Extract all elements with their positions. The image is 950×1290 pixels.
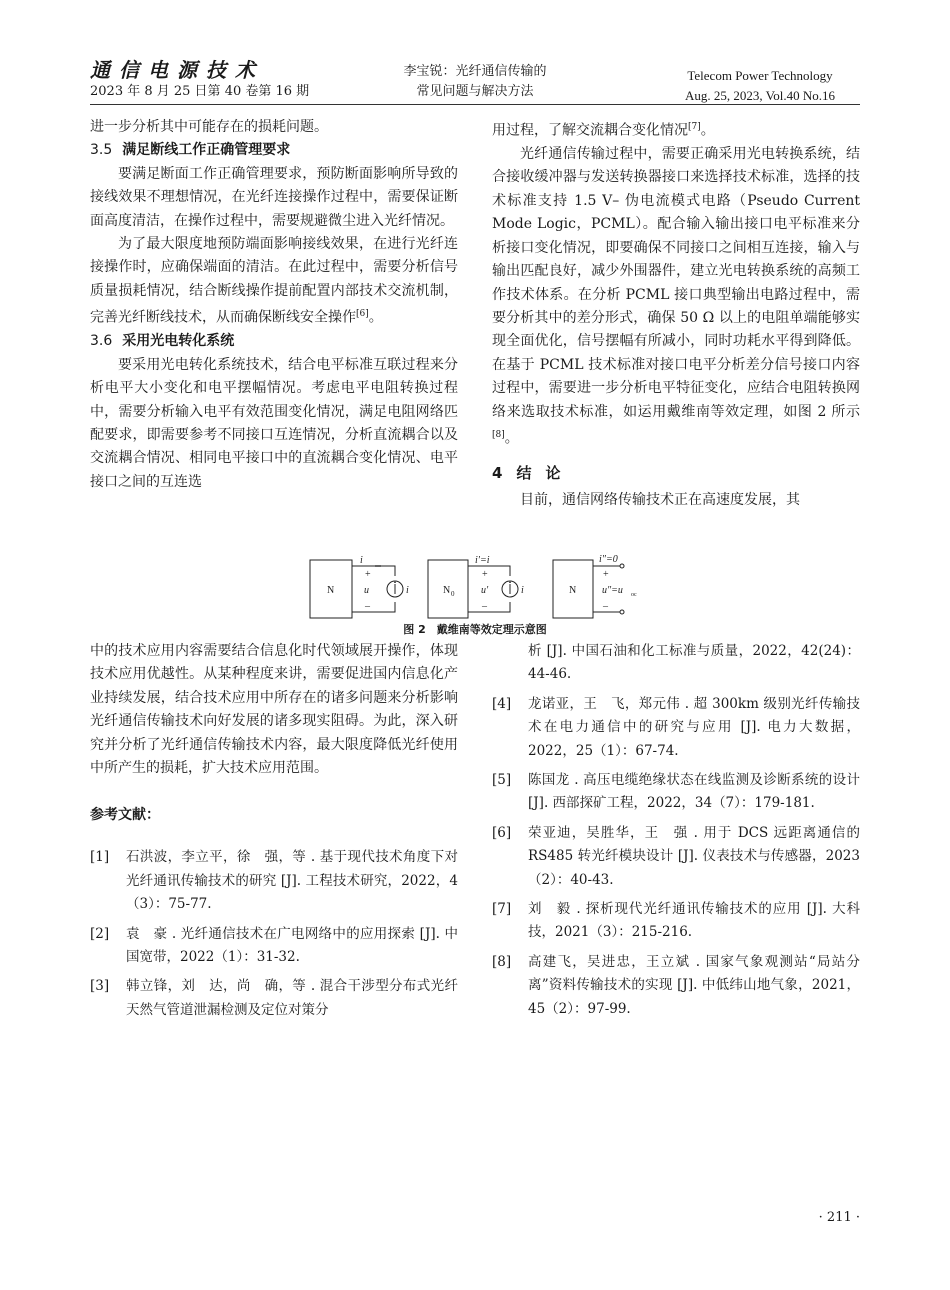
right-column-bottom — [492, 640, 860, 1027]
page-number: · 211 · — [818, 1210, 860, 1225]
section-heading-4 — [492, 461, 860, 485]
reference-text: 袁 豪 . 光纤通信技术在广电网络中的应用探索 [J]. 中国宽带，2022（1）：31-32. — [126, 925, 458, 966]
plus-sign: + — [482, 569, 488, 580]
minus-sign: – — [603, 601, 608, 612]
header-rule — [90, 104, 860, 105]
section-number: 3.6 — [90, 333, 113, 350]
reference-number: [6] — [492, 824, 512, 841]
references-heading: 参考文献： — [90, 807, 160, 824]
issue-date-cn: 2023 年 8 月 25 日第 40 卷第 16 期 — [90, 84, 310, 99]
wire — [468, 602, 510, 612]
voltage-label: u′ — [481, 585, 489, 596]
reference-text: 刘 毅 . 探析现代光纤通讯传输技术的应用 [J]. 大科技，2021（3）：215-216. — [528, 901, 860, 941]
reference-text: 陈国龙 . 高压电缆绝缘状态在线监测及诊断系统的设计 [J]. 西部探矿工程，2022，34（7）：179-181. — [528, 772, 860, 812]
figure-caption: 图 2 戴维南等效定理示意图 — [403, 623, 547, 636]
paragraph: 要采用光电转化系统技术，结合电平标准互联过程来分析电平大小变化和电平摆幅情况。考虑电平电阻转换过程中，需要分析输入电平有效范围变化情况，满足电阻网络匹配要求，即需要参考不同接口互连情况，分析直流耦合以及交流耦合情况、相同电平接口中的直流耦合变化情况、电平接口之间的互连选 — [90, 356, 458, 490]
reference-number: [2] — [90, 925, 110, 942]
paragraph: 要满足断面工作正确管理要求，预防断面影响所导致的接线效果不理想情况，在光纤连接操作过程中，需要保证断面高度清洁，在操作过程中，需要规避微尘进入光纤情况。 — [90, 165, 458, 229]
box-label: N — [569, 585, 577, 596]
box-subscript: 0 — [451, 590, 455, 598]
citation[interactable]: [6] — [356, 309, 369, 320]
wire — [352, 602, 395, 612]
paragraph-text: 光纤通信传输过程中，需要正确采用光电转换系统，结合接收缓冲器与发送转换器接口来选择技术标准，选择的技术标准支持 1.5 V– 伪电流模式电路（Pseudo Current Mode Logic，PCML）。配合输入输出接口电平标准来分析接口变化情况，即要确保不同接口之间相互连接，输入与输出匹配良好，减少外围器件，建立光电转换系统的高频工作技术体系。在分析 PCML 接口典型输出电路过程中，需要分析其中的差分形式，确保 50 Ω 以上的电阻单端能够实现全面优化，信号摆幅有所减小，同时功耗水平得到降低。在基于 PCML 技术标准对接口电平分析差分信号接口内容过程中，需要进一步分析电平特征变化，应结合电阻转换网络来选取技术标准，如运用戴维南等效定理，如图 2 所示 — [492, 146, 860, 420]
section-title: 结论 — [516, 464, 575, 482]
reference-number: [5] — [492, 772, 512, 789]
reference-number: [1] — [90, 849, 110, 866]
voltage-subscript: oc — [631, 592, 637, 598]
right-column-top — [492, 116, 860, 512]
wire — [468, 566, 510, 576]
box-label: N — [327, 585, 335, 596]
paragraph — [90, 233, 458, 330]
left-column-top — [90, 116, 458, 494]
paragraph: 中的技术应用内容需要结合信息化时代领域展开操作，体现技术应用优越性。从某种程度来讲，需要促进国内信息化产业持续发展，结合技术应用中所存在的诸多问题来分析影响光纤通信传输技术向好发展的诸多现实阻碍。为此，深入研究并分析了光纤通信传输技术内容，最大限度降低光纤使用中所产生的损耗，扩大技术应用范围。 — [90, 643, 458, 777]
reference-number: [8] — [492, 953, 512, 970]
minus-sign: – — [482, 601, 487, 612]
reference-item — [492, 769, 860, 816]
section-heading-3-6 — [90, 330, 458, 353]
reference-item — [492, 822, 860, 892]
reference-text: 龙诺亚，王 飞，郑元伟 . 超 300km 级别光纤传输技术在电力通信中的研究与应用 [J]. 电力大数据，2022，25（1）：67-74. — [528, 695, 860, 759]
reference-item — [492, 898, 860, 945]
thevenin-figure — [305, 552, 645, 622]
paragraph-end: 。 — [700, 122, 715, 139]
reference-number: [7] — [492, 901, 512, 918]
reference-text: 石洪波，李立平，徐 强，等 . 基于现代技术角度下对光纤通讯传输技术的研究 [J]. 工程技术研究，2022，4（3）：75-77. — [126, 849, 458, 913]
paragraph-end: 。 — [504, 430, 519, 447]
journal-name-en: Telecom Power Technology — [687, 68, 833, 83]
left-column-bottom — [90, 640, 458, 1028]
voltage-label: u″=u — [602, 585, 623, 596]
current-label: i′=i — [475, 555, 490, 566]
paragraph-text: 为了最大限度地预防端面影响接线效果，在进行光纤连接操作时，应确保端面的清洁。在此过程中，需要分析信号质量损耗情况，结合断线操作提前配置内部技术交流机制，完善光纤断线技术，从而确保断线安全操作 — [90, 236, 458, 326]
journal-header-right — [660, 66, 860, 106]
minus-sign: – — [365, 601, 370, 612]
reference-number: [3] — [90, 978, 110, 995]
journal-logo: 通信电源技术 — [90, 58, 264, 82]
current-label: i″=0 — [599, 554, 618, 565]
voltage-label: u — [364, 585, 369, 596]
wire — [352, 566, 395, 576]
citation[interactable]: [8] — [492, 429, 505, 440]
running-title-line2: 常见问题与解决方法 — [416, 84, 534, 99]
running-title-line1: 李宝锐：光纤通信传输的 — [403, 64, 547, 79]
reference-text: 荣亚迪，吴胜华，王 强 . 用于 DCS 远距离通信的 RS485 转光纤模块设计 [J]. 仪表技术与传感器，2023（2）：40-43. — [528, 824, 860, 888]
terminal — [620, 610, 624, 614]
source-label: i — [406, 585, 409, 596]
source-label: i — [521, 585, 524, 596]
reference-item — [90, 923, 458, 970]
current-label: i — [360, 555, 363, 566]
reference-item — [492, 951, 860, 1021]
reference-text: 韩立锋，刘 达，尚 确，等 . 混合干涉型分布式光纤天然气管道泄漏检测及定位对策分 — [126, 978, 458, 1018]
reference-item — [492, 693, 860, 763]
journal-header-left — [90, 58, 309, 102]
section-title: 采用光电转化系统 — [122, 333, 235, 350]
paragraph: 进一步分析其中可能存在的损耗问题。 — [90, 119, 328, 135]
paragraph-end: 。 — [368, 309, 383, 326]
section-heading-3-5 — [90, 139, 458, 162]
paragraph — [492, 143, 860, 451]
section-title: 满足断线工作正确管理要求 — [122, 142, 291, 159]
plus-sign: + — [603, 569, 609, 580]
reference-continuation — [492, 640, 860, 687]
issue-date-en: Aug. 25, 2023, Vol.40 No.16 — [684, 88, 836, 103]
paragraph: 目前，通信网络传输技术正在高速度发展，其 — [520, 492, 800, 508]
paragraph — [492, 116, 860, 143]
reference-item — [90, 975, 458, 1022]
reference-text: 析 [J]. 中国石油和化工标准与质量，2022，42(24)：44-46. — [528, 643, 860, 683]
reference-number: [4] — [492, 695, 512, 712]
reference-text: 高建飞，吴进忠，王立斌 . 国家气象观测站“局站分离”资料传输技术的实现 [J]. 中低纬山地气象，2021，45（2）：97-99. — [528, 953, 860, 1017]
terminal — [620, 564, 624, 568]
box-label: N — [443, 585, 451, 596]
citation[interactable]: [7] — [688, 122, 701, 132]
running-title — [390, 62, 560, 102]
plus-sign: + — [365, 569, 371, 580]
paragraph-text: 用过程，了解交流耦合变化情况 — [492, 122, 688, 139]
section-number: 4 — [492, 464, 503, 482]
reference-item — [90, 846, 458, 916]
section-number: 3.5 — [90, 142, 113, 159]
